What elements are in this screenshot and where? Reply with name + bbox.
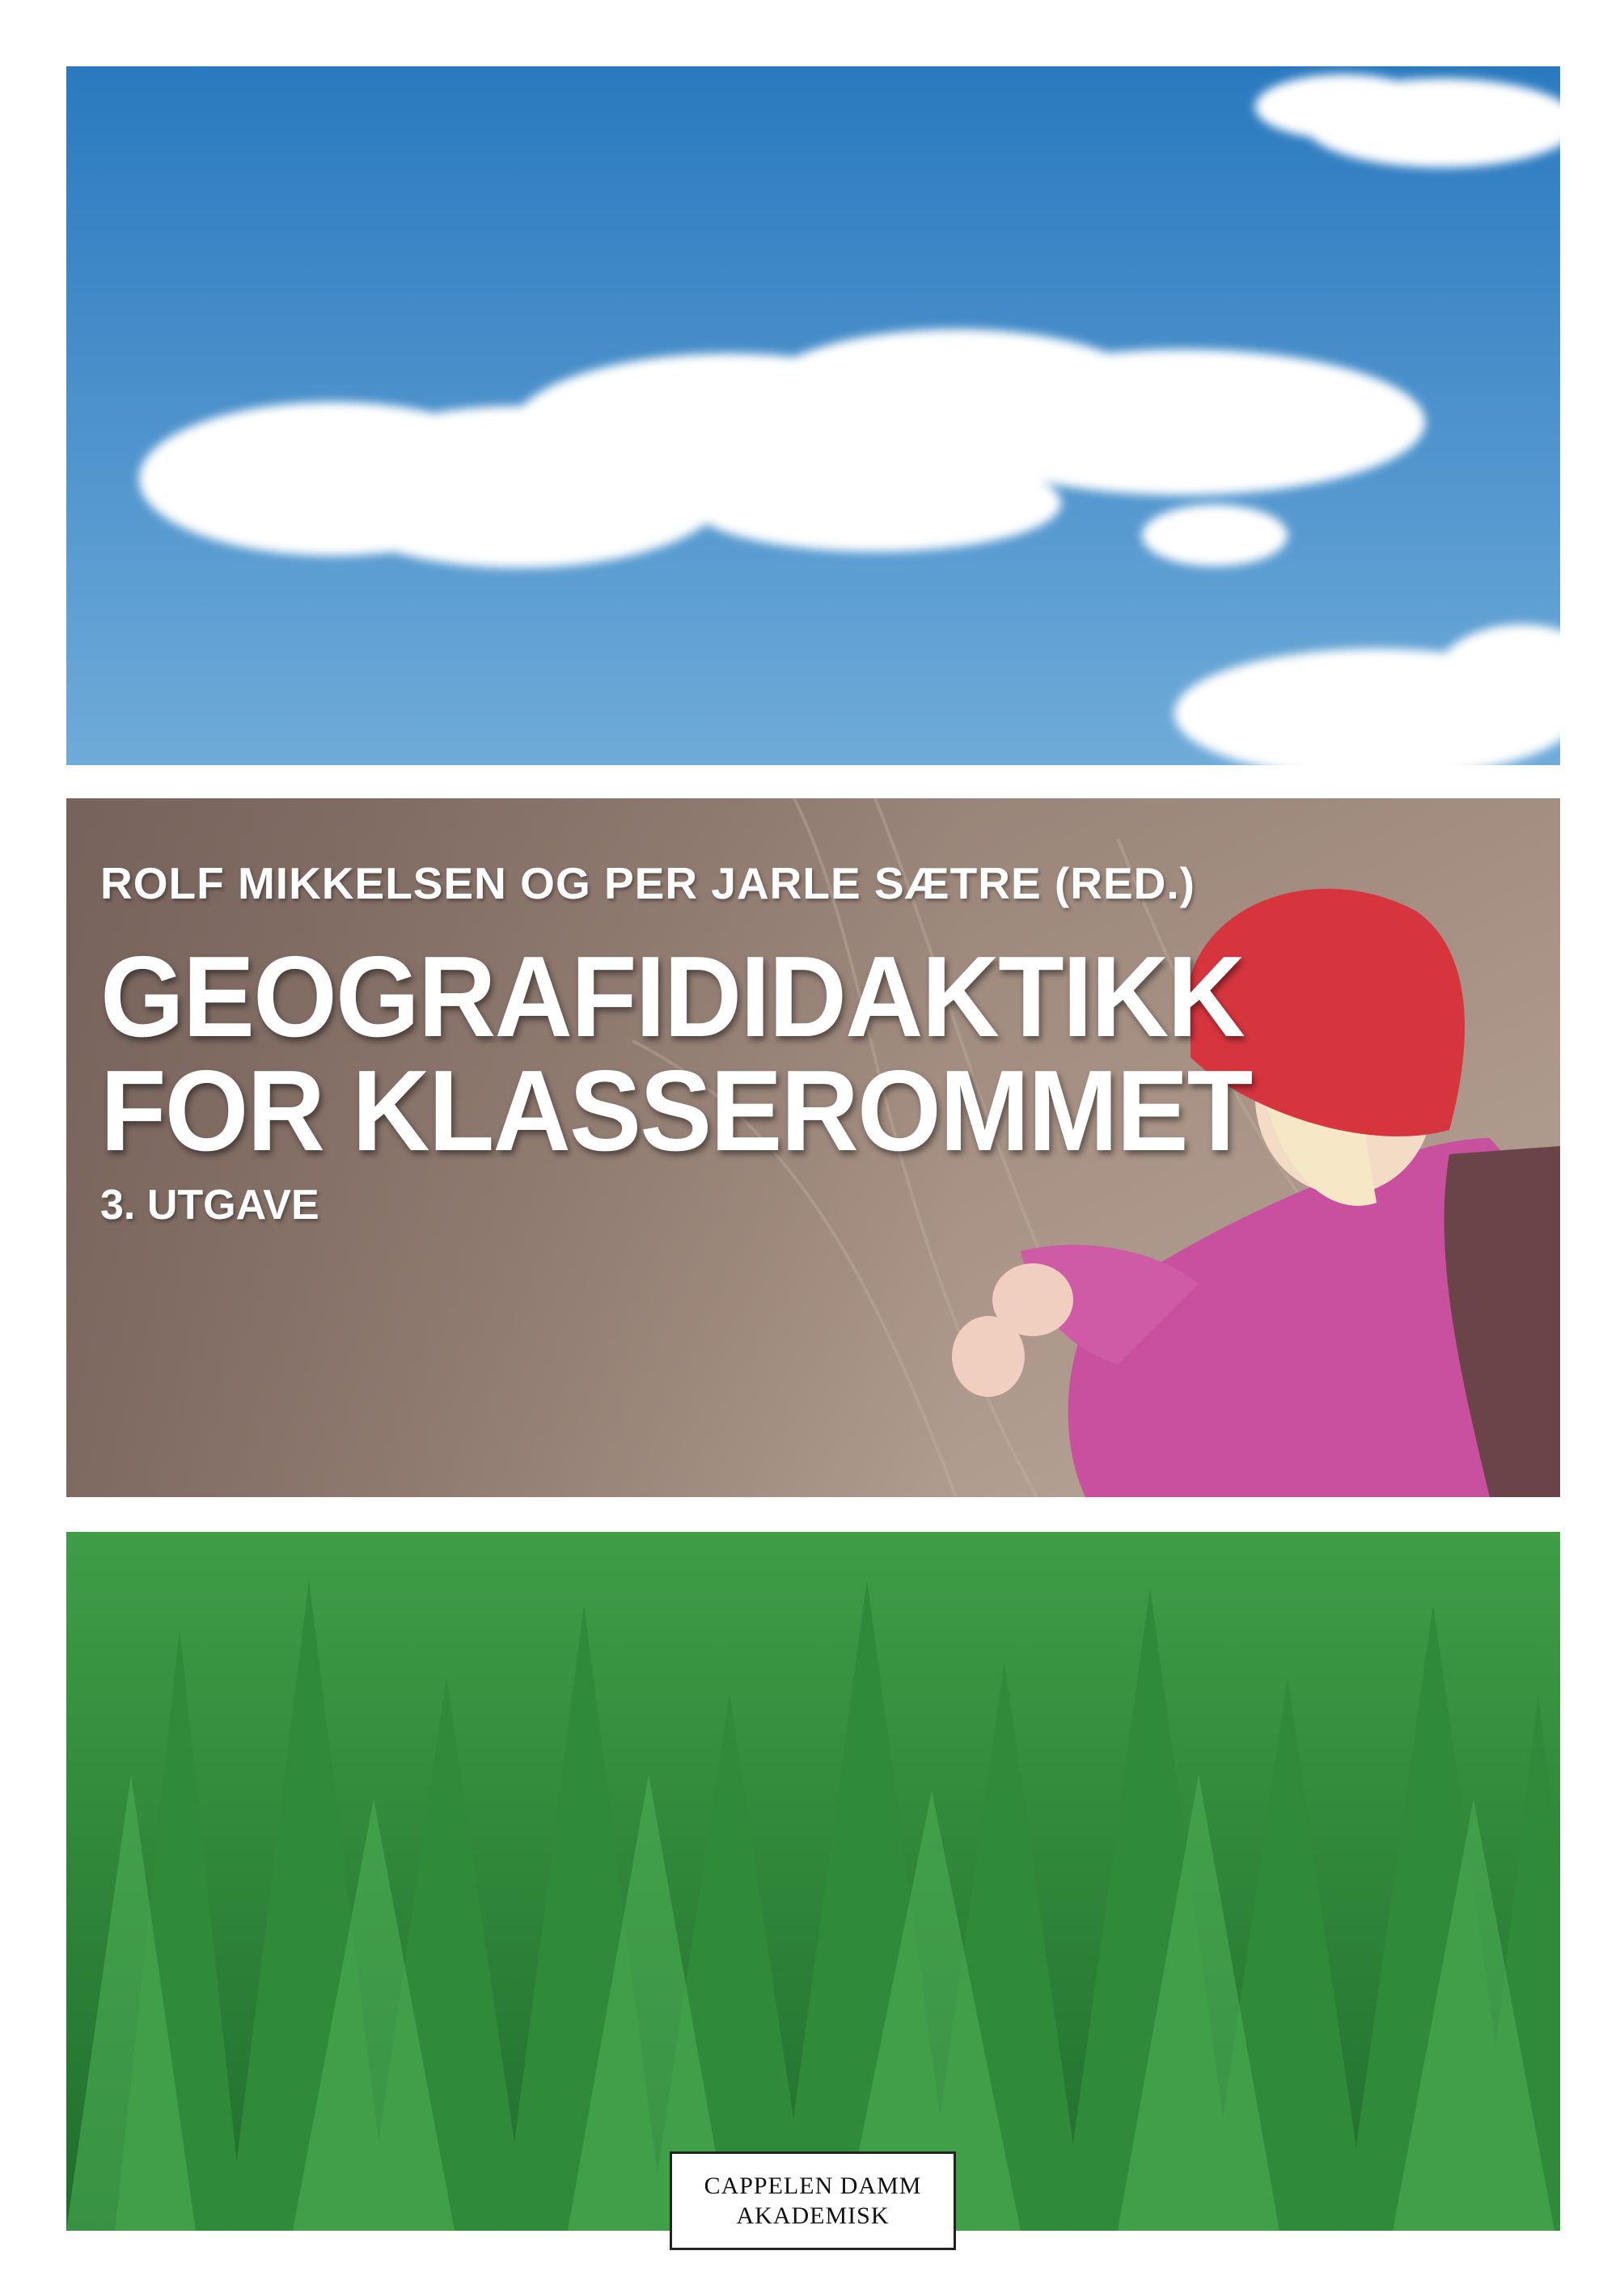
publisher-logo bbox=[670, 2151, 956, 2250]
publisher-name-line1: CAPPELEN DAMM bbox=[704, 2172, 922, 2199]
title-line-2: FOR KLASSEROMMET bbox=[100, 1047, 1252, 1175]
forest-image bbox=[66, 1532, 1560, 2231]
sky-image bbox=[66, 66, 1560, 765]
publisher-name-line2: AKADEMISK bbox=[736, 2202, 890, 2229]
authors-line: ROLF MIKKELSEN OG PER JARLE SÆTRE (RED.) bbox=[100, 858, 1195, 908]
edition-label: 3. UTGAVE bbox=[100, 1182, 319, 1229]
title-line-1: GEOGRAFIDIDAKTIKK bbox=[100, 933, 1245, 1061]
